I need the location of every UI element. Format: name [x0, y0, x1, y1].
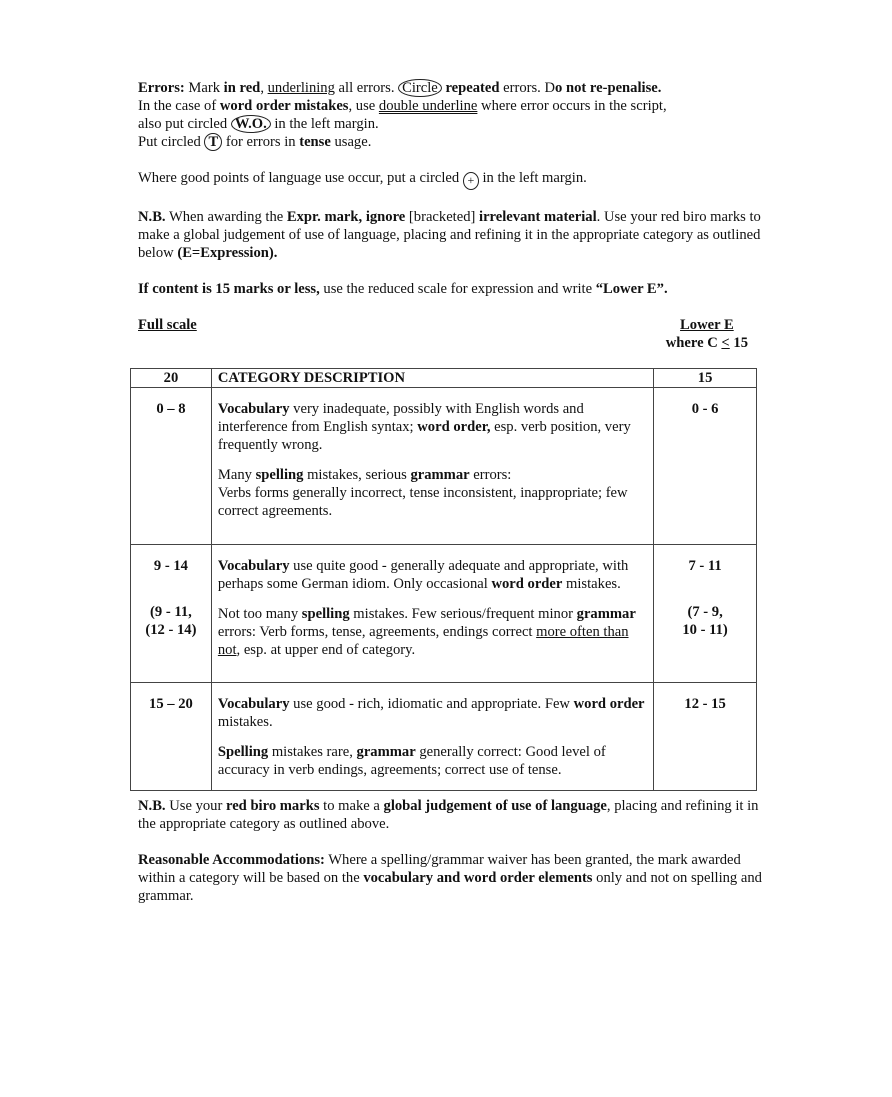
vocabulary: Vocabulary: [217, 558, 290, 574]
tense-line: [138, 133, 778, 151]
plus-circled-icon: +: [463, 172, 479, 190]
text: Not too many: [217, 606, 302, 622]
marking-instructions: [138, 79, 778, 352]
lower-e-quote: “Lower E”.: [595, 281, 668, 297]
word-order-line: [138, 97, 778, 115]
tense: tense: [299, 134, 331, 150]
in-red: in red: [223, 80, 261, 96]
t-circled: T: [204, 133, 222, 151]
text: all errors.: [334, 80, 399, 96]
more-often-than-not: more often than not: [217, 624, 629, 658]
accommodations-label: Reasonable Accommodations:: [138, 852, 325, 868]
table-header-row: [131, 369, 757, 388]
text: mistakes.: [217, 714, 273, 730]
wo-circled: W.O.: [231, 115, 271, 133]
full-range: 0 – 8: [131, 388, 212, 545]
also-line: [138, 115, 778, 133]
text: errors: Verb forms, tense, agreements, endings correct: [217, 624, 537, 640]
text: esp. verb position, very frequently wrong.: [217, 419, 631, 453]
text: also put circled: [138, 116, 231, 132]
text: in the left margin.: [270, 116, 379, 132]
nb-expression: [138, 208, 778, 262]
text: in the left margin.: [478, 170, 587, 186]
text: Many: [217, 467, 256, 483]
text: Where good points of language use occur, put a circled: [138, 170, 463, 186]
grammar: grammar: [356, 744, 416, 760]
text: where C: [665, 335, 722, 351]
full-range: [131, 545, 212, 683]
nb-label: N.B.: [138, 798, 166, 814]
category-table: [130, 368, 757, 791]
text: Put circled: [138, 134, 205, 150]
nb-global: [138, 797, 778, 833]
text: , esp. at upper end of category.: [236, 642, 416, 658]
text: 15: [729, 335, 748, 351]
errors-label: Errors:: [138, 80, 185, 96]
vocabulary: Vocabulary: [217, 401, 290, 417]
expr-mark: Expr. mark, ignore: [286, 209, 406, 225]
full-range-sub: (9 - 11,: [150, 604, 192, 620]
e-expression: (E=Expression).: [177, 245, 278, 261]
text: Mark: [184, 80, 224, 96]
text: mistakes, serious: [303, 467, 411, 483]
le-symbol: <: [721, 335, 730, 351]
text: use good - rich, idiomatic and appropriate. Few: [289, 696, 574, 712]
grammar: grammar: [410, 467, 470, 483]
reasonable-accommodations: [138, 851, 778, 905]
full-range-sub: (12 - 14): [145, 622, 197, 638]
description-p1: [218, 557, 647, 593]
errors-line: [138, 79, 778, 97]
description: [211, 388, 653, 545]
header-lower: 15: [654, 369, 757, 388]
lower-range-sub: 10 - 11): [682, 622, 728, 638]
lower-range: [654, 545, 757, 683]
full-range-main: 9 - 14: [153, 558, 188, 574]
text: to make a: [319, 798, 384, 814]
lower-range-sub: (7 - 9,: [687, 604, 723, 620]
text: . Use your red biro marks to make a global judgement of use of language, placing and refining it in the appropriate category as outlined below: [138, 209, 761, 261]
text: , use: [348, 98, 379, 114]
text: Use your: [165, 798, 226, 814]
description-p2: [218, 743, 647, 779]
full-range: 15 – 20: [131, 683, 212, 791]
spelling: spelling: [301, 606, 350, 622]
circle-example: Circle: [398, 79, 442, 97]
text: usage.: [330, 134, 372, 150]
grammar: grammar: [576, 606, 636, 622]
text: use the reduced scale for expression and write: [319, 281, 596, 297]
description-p2: [218, 605, 647, 659]
global-judgement: global judgement of use of language: [383, 798, 607, 814]
vocabulary: Vocabulary: [217, 696, 290, 712]
where-c-label: [666, 334, 748, 352]
vocab-wo-elements: vocabulary and word order elements: [363, 870, 593, 886]
closing-notes: [138, 797, 778, 905]
irrelevant-material: irrelevant material: [479, 209, 597, 225]
description-p2: [218, 466, 647, 520]
text: When awarding the: [165, 209, 287, 225]
repeated: repeated: [445, 80, 500, 96]
text: very inadequate, possibly with English words and interference from English syntax;: [217, 401, 584, 435]
description-p1: [218, 695, 647, 731]
text: Verbs forms generally incorrect, tense inconsistent, inappropriate; few correct agreements.: [217, 485, 628, 519]
text: use quite good - generally adequate and appropriate, with perhaps some German idiom. Only occasional: [217, 558, 629, 592]
text: ,: [260, 80, 268, 96]
text: [bracketed]: [405, 209, 480, 225]
text: errors:: [469, 467, 512, 483]
text: , placing and refining it in the appropriate category as outlined above.: [138, 798, 759, 832]
red-biro-marks: red biro marks: [225, 798, 320, 814]
content-condition: If content is 15 marks or less,: [138, 281, 320, 297]
full-scale-heading: Full scale: [138, 317, 197, 333]
good-points-line: [138, 169, 778, 190]
header-description: CATEGORY DESCRIPTION: [211, 369, 653, 388]
text: only and not on spelling and grammar.: [138, 870, 762, 904]
double-underline-example: double underline: [378, 98, 478, 114]
text: errors. D: [499, 80, 556, 96]
text: Where a spelling/grammar waiver has been granted, the mark awarded within a category will be based on the: [138, 852, 741, 886]
scale-headings: [138, 316, 778, 352]
lower-e-label: Lower E: [680, 317, 734, 333]
description-p1: [218, 400, 647, 454]
lower-e-heading: [666, 316, 748, 352]
underlining-example: underlining: [267, 80, 335, 96]
spelling: Spelling: [217, 744, 269, 760]
word-order: word order: [573, 696, 645, 712]
table-row: [131, 388, 757, 545]
nb-label: N.B.: [138, 209, 166, 225]
text: mistakes.: [562, 576, 621, 592]
header-full: 20: [131, 369, 212, 388]
text: for errors in: [222, 134, 300, 150]
spelling: spelling: [255, 467, 304, 483]
text: generally correct: Good level of accuracy in verb endings, agreements; correct use of tense.: [217, 744, 606, 778]
word-order-mistakes: word order mistakes: [219, 98, 349, 114]
lower-range: 0 - 6: [654, 388, 757, 545]
lower-range: 12 - 15: [654, 683, 757, 791]
table-row: [131, 683, 757, 791]
text: where error occurs in the script,: [477, 98, 667, 114]
word-order: word order,: [417, 419, 491, 435]
lower-range-main: 7 - 11: [688, 558, 722, 574]
content-line: [138, 280, 778, 298]
not-repenalise: o not re-penalise.: [555, 80, 662, 96]
description: [211, 683, 653, 791]
word-order: word order: [491, 576, 563, 592]
description: [211, 545, 653, 683]
text: mistakes. Few serious/frequent minor: [349, 606, 577, 622]
table-row: [131, 545, 757, 683]
text: In the case of: [138, 98, 220, 114]
text: mistakes rare,: [268, 744, 357, 760]
